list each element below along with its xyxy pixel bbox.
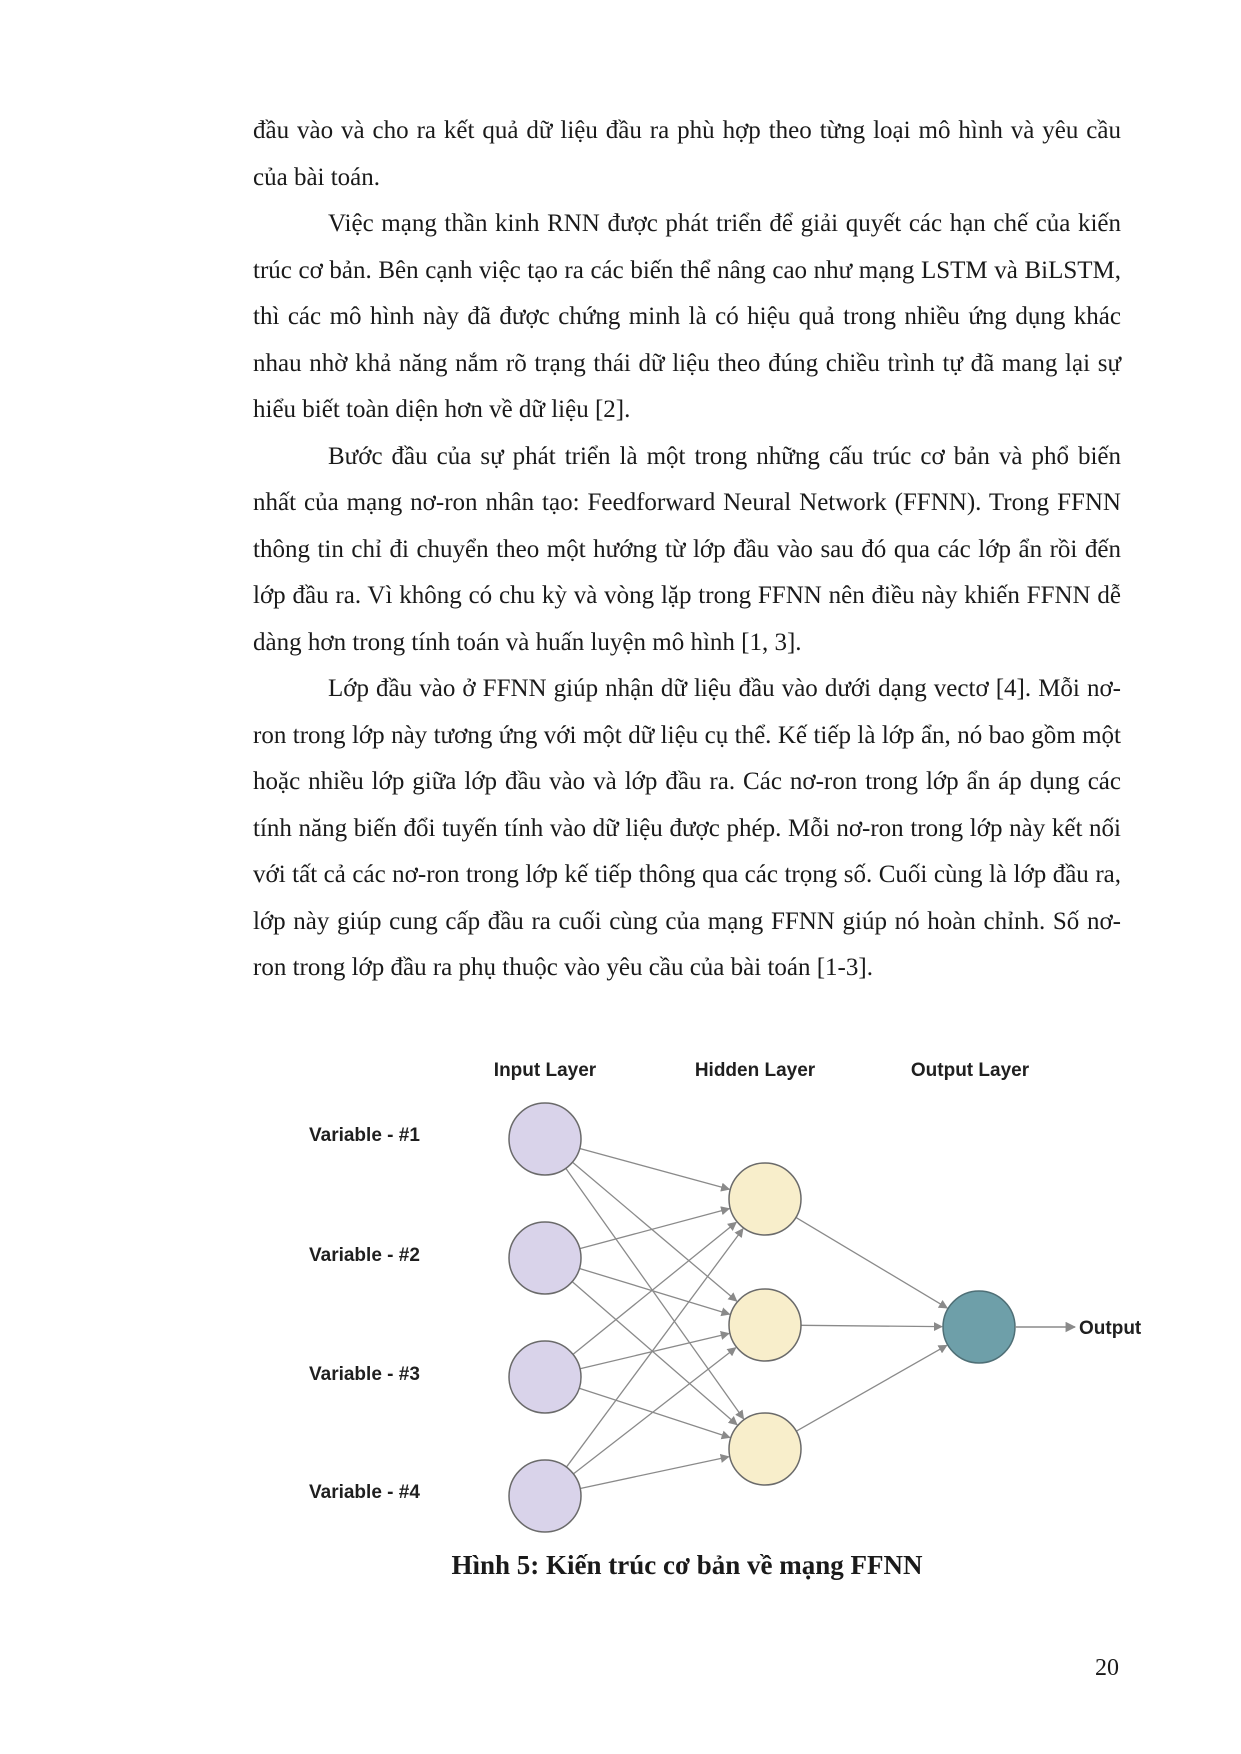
edge-hidden-1-output <box>796 1217 947 1308</box>
body-text <box>253 108 1121 992</box>
input-node-4 <box>509 1460 581 1532</box>
variable-label-3: Variable - #3 <box>309 1364 420 1385</box>
edge-hidden-3-output <box>796 1345 947 1431</box>
hidden-node-1 <box>729 1163 801 1235</box>
page-number: 20 <box>1095 1655 1119 1681</box>
edge-input-4-hidden-3 <box>580 1457 729 1489</box>
paragraph-3: Bước đầu của sự phát triển là một trong những cấu trúc cơ bản và phổ biến nhất của mạng nơ-ron nhân tạo: Feedforward Neural Network (FFNN). Trong FFNN thông tin chỉ đi chuyển theo một hướng từ lớp đầu vào sau đó qua các lớp ẩn rồi đến lớp đầu ra. Vì không có chu kỳ và vòng lặp trong FFNN nên điều này khiến FFNN dễ dàng hơn trong tính toán và huấn luyện mô hình [1, 3]. <box>253 442 1121 656</box>
edge-input-1-hidden-3 <box>566 1168 744 1418</box>
variable-label-2: Variable - #2 <box>309 1245 420 1266</box>
figure-caption: Hình 5: Kiến trúc cơ bản về mạng FFNN <box>451 1550 923 1580</box>
ffnn-diagram <box>253 1050 1153 1550</box>
paragraph-4: Lớp đầu vào ở FFNN giúp nhận dữ liệu đầu vào dưới dạng vectơ [4]. Mỗi nơ-ron trong lớp này tương ứng với một dữ liệu cụ thể. Kế tiếp là lớp ẩn, nó bao gồm một hoặc nhiều lớp giữa lớp đầu vào và lớp đầu ra. Các nơ-ron trong lớp ẩn áp dụng các tính năng biến đổi tuyến tính vào dữ liệu được phép. Mỗi nơ-ron trong lớp này kết nối với tất cả các nơ-ron trong lớp kế tiếp thông qua các trọng số. Cuối cùng là lớp đầu ra, lớp này giúp cung cấp đầu ra cuối cùng của mạng FFNN giúp nó hoàn chỉnh. Số nơ-ron trong lớp đầu ra phụ thuộc vào yêu cầu của bài toán [1-3]. <box>253 675 1121 981</box>
edge-input-4-hidden-1 <box>566 1229 743 1467</box>
edge-input-3-hidden-2 <box>580 1334 729 1369</box>
variable-label-1: Variable - #1 <box>309 1125 420 1146</box>
edge-input-1-hidden-1 <box>580 1148 730 1189</box>
edge-hidden-2-output <box>801 1325 942 1326</box>
edge-input-3-hidden-3 <box>579 1388 730 1437</box>
output-node <box>943 1291 1015 1363</box>
edge-input-2-hidden-1 <box>580 1209 729 1249</box>
ffnn-figure <box>253 1050 1153 1590</box>
input-layer-title: Input Layer <box>493 1060 597 1081</box>
hidden-node-3 <box>729 1413 801 1485</box>
variable-label-4: Variable - #4 <box>309 1482 420 1503</box>
edge-input-3-hidden-1 <box>573 1222 736 1354</box>
input-node-1 <box>509 1103 581 1175</box>
output-layer-title: Output Layer <box>910 1060 1030 1081</box>
paragraph-1: đầu vào và cho ra kết quả dữ liệu đầu ra phù hợp theo từng loại mô hình và yêu cầu của bài toán. <box>253 117 1121 191</box>
hidden-node-2 <box>729 1289 801 1361</box>
hidden-layer-title: Hidden Layer <box>694 1060 816 1081</box>
input-node-2 <box>509 1222 581 1294</box>
edge-input-4-hidden-2 <box>573 1348 735 1474</box>
edge-input-1-hidden-2 <box>572 1162 736 1301</box>
output-label: Output <box>1079 1318 1142 1339</box>
paragraph-2: Việc mạng thần kinh RNN được phát triển để giải quyết các hạn chế của kiến trúc cơ bản. Bên cạnh việc tạo ra các biến thể nâng cao như mạng LSTM và BiLSTM, thì các mô hình này đã được chứng minh là có hiệu quả trong nhiều ứng dụng khác nhau nhờ khả năng nắm rõ trạng thái dữ liệu theo đúng chiều trình tự đã mang lại sự hiểu biết toàn diện hơn về dữ liệu [2]. <box>253 210 1121 423</box>
edge-input-2-hidden-3 <box>572 1282 737 1425</box>
input-node-3 <box>509 1341 581 1413</box>
